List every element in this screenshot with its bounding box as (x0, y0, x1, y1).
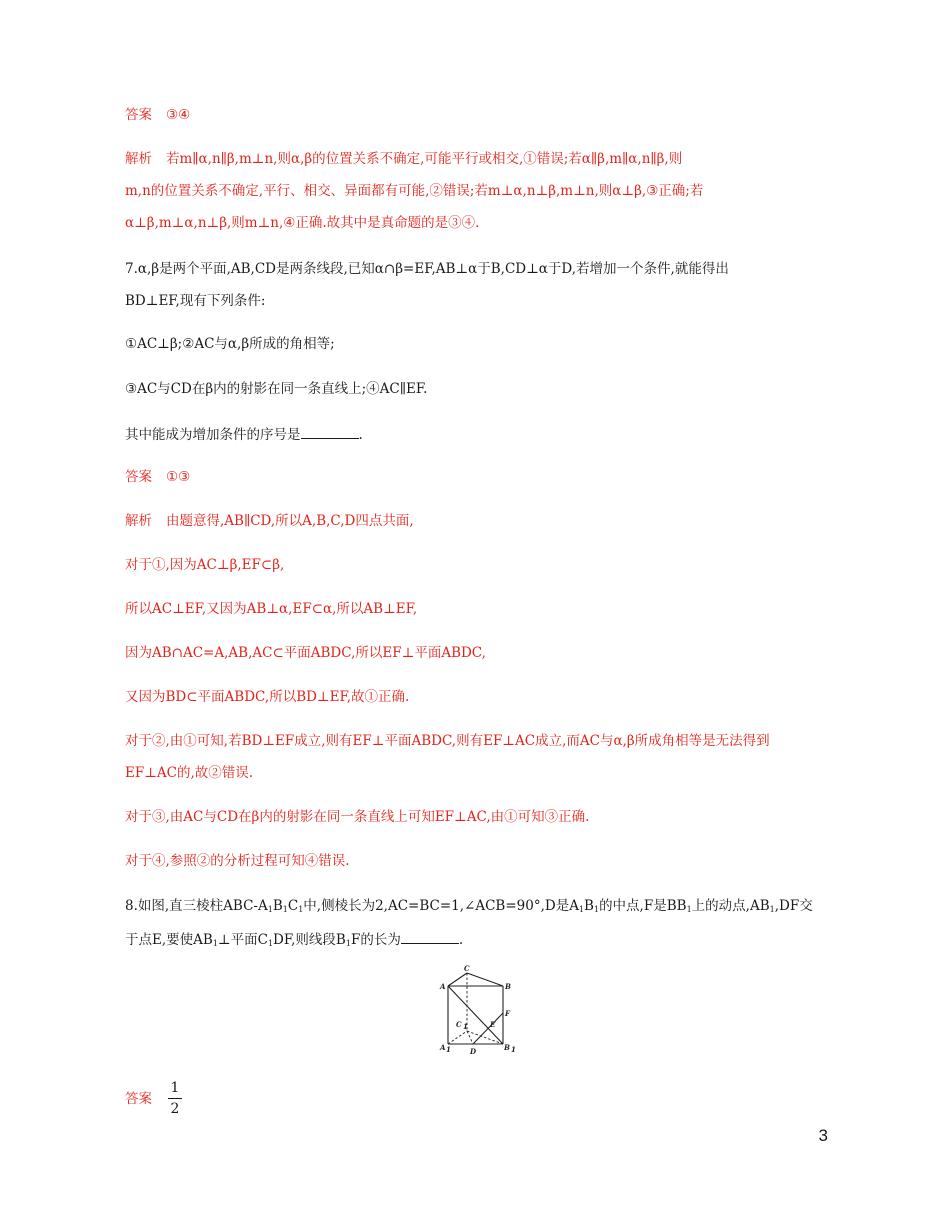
analysis-text: 若m∥α,n∥β,m⊥n,则α,β的位置关系不确定,可能平行或相交,①错误;若α∥β,m∥α,n∥β,则 (166, 151, 683, 167)
answer-value: ③④ (166, 107, 191, 123)
q8-text: 中,侧棱长为2,AC=BC=1,∠ACB=90°,D是A (303, 898, 579, 914)
subscript: 1 (593, 905, 600, 914)
q8-text: ⊥平面C (217, 932, 268, 948)
label-d: D (470, 1047, 477, 1056)
label-e: E (490, 1020, 496, 1029)
q8-text: C (287, 898, 299, 914)
q7-answer (125, 468, 832, 486)
answer-tag: 答案 (125, 469, 152, 485)
subscript: 1 (769, 905, 775, 914)
label-c1: C (456, 1020, 462, 1029)
q8-text: . (458, 932, 464, 948)
subscript: 1 (345, 939, 351, 948)
q7-analysis-line-2: 对于①,因为AC⊥β,EF⊂β, (125, 557, 285, 573)
q8-text: ,DF交 (774, 898, 813, 914)
subscript: 1 (267, 939, 274, 948)
q8-text: F的长为 (350, 932, 401, 948)
q6-answer (125, 106, 832, 124)
answer-fraction (168, 1080, 182, 1117)
q8-text: 的中点,F是BB (599, 898, 687, 914)
q7-stem-line-1: 7.α,β是两个平面,AB,CD是两条线段,已知α∩β=EF,AB⊥α于B,CD⊥α于D,若增加一个条件,就能得出 (125, 261, 729, 277)
label-sub: 1 (463, 1022, 468, 1031)
label-a: A (440, 982, 446, 991)
analysis-text: 由题意得,AB∥CD,所以A,B,C,D四点共面, (166, 513, 414, 529)
q8-text: 上的动点,AB (691, 898, 770, 914)
q6-analysis-line-3: α⊥β,m⊥α,n⊥β,则m⊥n,④正确.故其中是真命题的是③④. (125, 215, 480, 231)
q7-question-end: . (358, 427, 363, 443)
q7-question-text: 其中能成为增加条件的序号是 (125, 427, 301, 443)
answer-value: ①③ (166, 469, 191, 485)
analysis-tag: 解析 (125, 513, 152, 529)
label-c: C (464, 964, 470, 973)
subscript: 1 (212, 939, 218, 948)
fraction-bar (168, 1098, 182, 1099)
q8-text: DF,则线段B (273, 932, 346, 948)
q8-text: B (272, 898, 283, 914)
q7-stem-line-2: BD⊥EF,现有下列条件: (125, 293, 266, 309)
q8-stem-line-1 (125, 897, 832, 919)
prism-figure (436, 964, 518, 1056)
subscript: 1 (686, 905, 692, 914)
subscript: 1 (578, 905, 585, 914)
label-a1: A (440, 1043, 446, 1052)
q7-analysis-line-7: EF⊥AC的,故②错误. (125, 765, 254, 781)
answer-tag: 答案 (125, 107, 152, 123)
label-sub: 1 (446, 1045, 451, 1054)
fraction-numerator: 1 (170, 1080, 180, 1096)
q7-analysis-line-9: 对于④,参照②的分析过程可知④错误. (125, 853, 350, 869)
label-sub: 1 (511, 1045, 516, 1054)
q8-text: 8.如图,直三棱柱ABC-A (125, 898, 268, 914)
fraction-denominator: 2 (170, 1101, 180, 1117)
label-b: B (505, 982, 511, 991)
q7-condition-line-1: ①AC⊥β;②AC与α,β所成的角相等; (125, 336, 335, 352)
q7-analysis-line-3: 所以AC⊥EF,又因为AB⊥α,EF⊂α,所以AB⊥EF, (125, 601, 418, 617)
subscript: 1 (298, 905, 304, 914)
q7-question-line (125, 424, 832, 444)
q7-analysis-line-6: 对于②,由①可知,若BD⊥EF成立,则有EF⊥平面ABDC,则有EF⊥AC成立,而AC与α,β所成角相等是无法得到 (125, 733, 770, 749)
q8-text: 于点E,要使AB (125, 932, 213, 948)
q7-analysis-line-4: 因为AB∩AC=A,AB,AC⊂平面ABDC,所以EF⊥平面ABDC, (125, 645, 486, 661)
answer-blank (301, 424, 359, 439)
answer-tag: 答案 (125, 1091, 152, 1107)
q6-analysis-line-1 (125, 150, 832, 168)
label-f: F (505, 1009, 510, 1018)
answer-blank (401, 929, 459, 944)
q8-stem-line-2 (125, 929, 832, 953)
q7-analysis-line-5: 又因为BD⊂平面ABDC,所以BD⊥EF,故①正确. (125, 689, 410, 705)
analysis-tag: 解析 (125, 151, 152, 167)
q7-analysis-line-1 (125, 512, 832, 530)
q8-answer (125, 1090, 832, 1108)
subscript: 1 (267, 905, 273, 914)
q7-condition-line-2: ③AC与CD在β内的射影在同一条直线上;④AC∥EF. (125, 381, 428, 397)
subscript: 1 (282, 905, 288, 914)
q8-text: B (584, 898, 594, 914)
q6-analysis-line-2: m,n的位置关系不确定,平行、相交、异面都有可能,②错误;若m⊥α,n⊥β,m⊥n,则α⊥β,③正确;若 (125, 183, 704, 199)
q7-analysis-line-8: 对于③,由AC与CD在β内的射影在同一条直线上可知EF⊥AC,由①可知③正确. (125, 809, 590, 825)
page-number: 3 (818, 1126, 828, 1145)
label-b1: B (504, 1043, 510, 1052)
